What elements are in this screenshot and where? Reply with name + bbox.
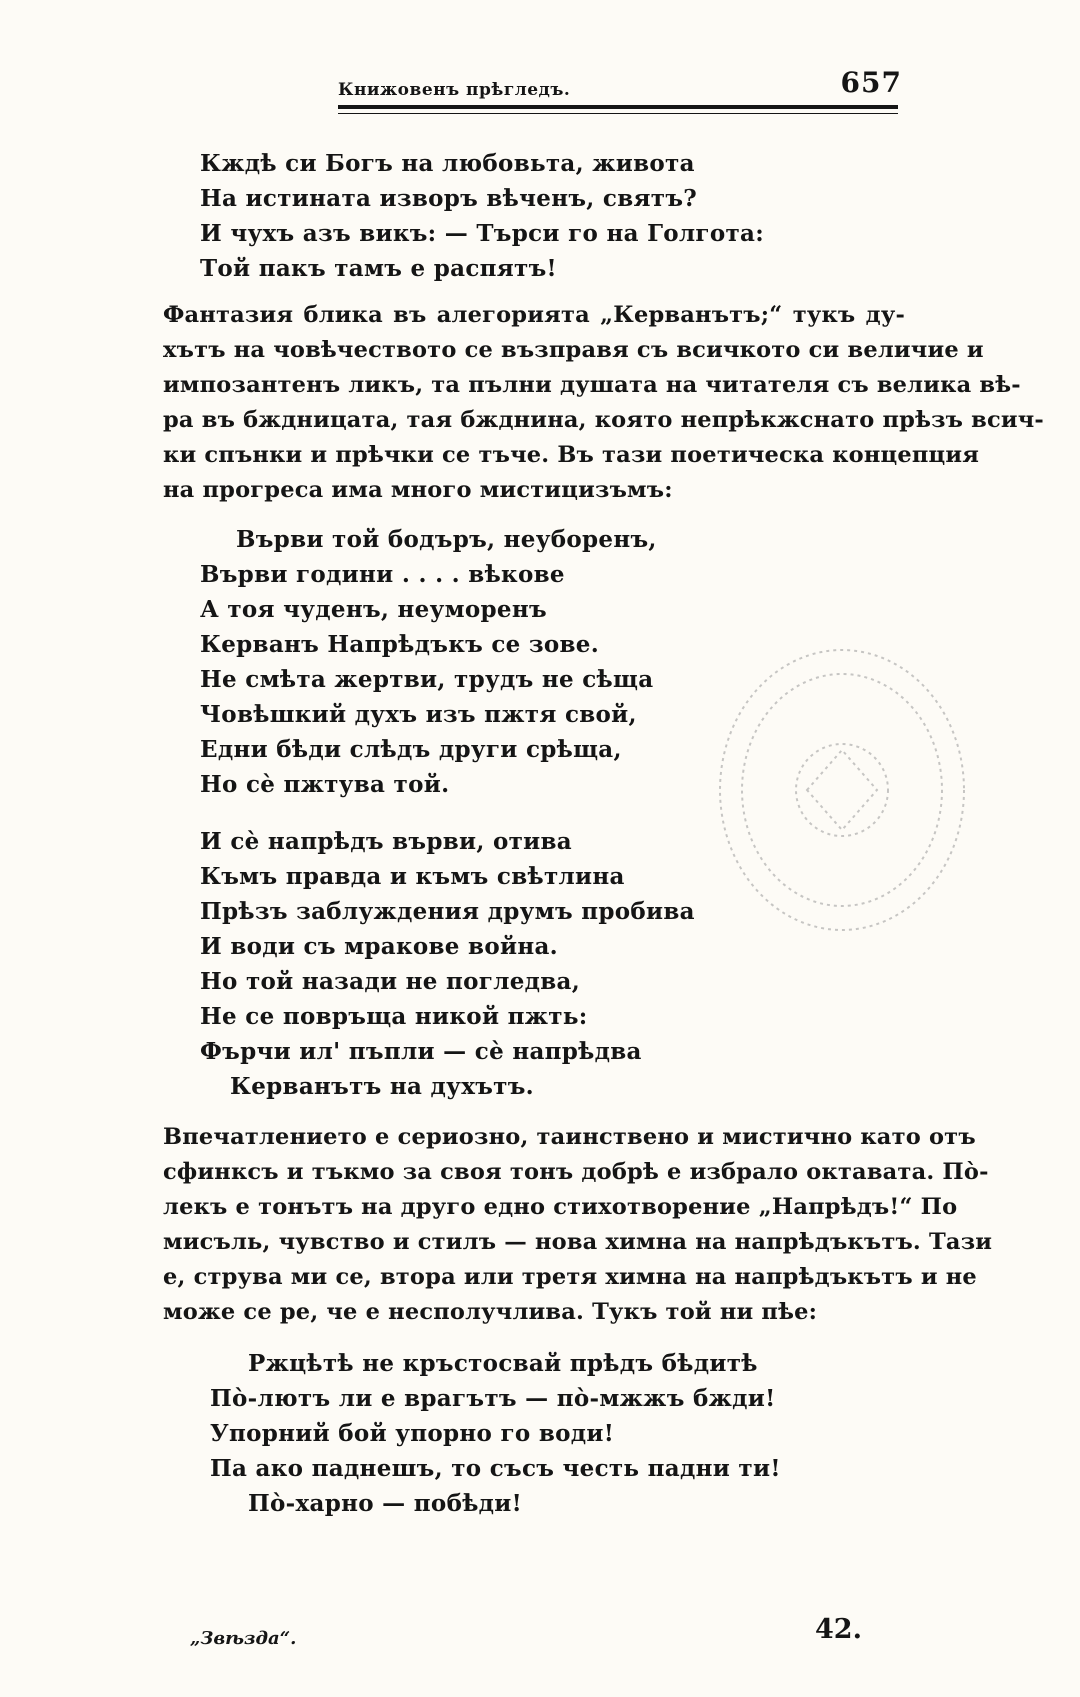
footer-sheet-number: 42. — [815, 1614, 862, 1645]
prose-line: е, струва ми се, втора или третя химна на напрѣдъкътъ и не — [163, 1264, 977, 1290]
prose-line: лекъ е тонътъ на друго едно стихотворение „Напрѣдъ!“ По — [163, 1194, 958, 1220]
verse-line: Човѣшкий духъ изъ пжтя свой, — [200, 701, 637, 728]
header-rule-thick — [338, 105, 898, 109]
verse-line: И сѐ напрѣдъ върви, отива — [200, 828, 572, 855]
paragraph-2 — [163, 1120, 993, 1330]
stanza-2 — [200, 522, 657, 802]
prose-line: ки спънки и прѣчки се тъче. Въ тази поетическа концепция — [163, 442, 980, 468]
verse-line: Прѣзъ заблуждения друмъ пробива — [200, 898, 695, 925]
prose-line: може се ре, че е несполучлива. Тукъ той ни пѣе: — [163, 1299, 818, 1325]
stanza-3 — [200, 824, 695, 1104]
verse-line: Упорний бой упорно го води! — [210, 1420, 615, 1447]
verse-line: На истината изворъ вѣченъ, святъ? — [200, 185, 698, 212]
verse-line: Керванъ Напрѣдъкъ се зове. — [200, 631, 600, 658]
verse-line: Пò-лютъ ли е врагътъ — пò-мжжъ бжди! — [210, 1385, 776, 1412]
prose-line: сфинксъ и тъкмо за своя тонъ добрѣ е избрало октавата. Пò- — [163, 1159, 989, 1185]
prose-line: Фантазия блика въ алегорията „Керванътъ;“ тукъ ду- — [163, 302, 905, 328]
stanza-4 — [210, 1346, 781, 1521]
verse-line: Ржцѣтѣ не кръстосвай прѣдъ бѣдитѣ — [248, 1350, 758, 1377]
prose-line: ра въ бждницата, тая бжднина, която непрѣкжснато прѣзъ всич- — [163, 407, 1044, 433]
verse-line: А тоя чуденъ, неуморенъ — [200, 596, 547, 623]
verse-line: И води съ мракове война. — [200, 933, 558, 960]
verse-line: Не се повръща никой пжть: — [200, 1003, 588, 1030]
verse-line: Фърчи ил' пъпли — сѐ напрѣдва — [200, 1038, 642, 1065]
verse-line: Едни бѣди слѣдъ други срѣща, — [200, 736, 622, 763]
verse-line: Но той назади не погледва, — [200, 968, 581, 995]
verse-line: Върви години . . . . вѣкове — [200, 561, 565, 588]
verse-line: Но сѐ пжтува той. — [200, 771, 450, 798]
verse-line: Къмъ правда и къмъ свѣтлина — [200, 863, 625, 890]
header-rule-thin — [338, 113, 898, 114]
library-stamp-icon — [712, 640, 972, 940]
verse-line: Той пакъ тамъ е распятъ! — [200, 255, 557, 282]
prose-line: на прогреса има много мистицизъмъ: — [163, 477, 673, 503]
verse-line: И чухъ азъ викъ: — Търси го на Голгота: — [200, 220, 765, 247]
verse-line: Не смѣта жертви, трудъ не сѣща — [200, 666, 654, 693]
prose-line: импозантенъ ликъ, та пълни душата на читателя съ велика вѣ- — [163, 372, 1021, 398]
verse-line: Пò-харно — побѣди! — [248, 1490, 523, 1517]
verse-line: Върви той бодъръ, неуборенъ, — [236, 526, 657, 553]
verse-line: Керванътъ на духътъ. — [230, 1073, 534, 1100]
prose-line: Впечатлението е сериозно, таинствено и мистично като отъ — [163, 1124, 976, 1150]
paragraph-1 — [163, 298, 1044, 508]
stanza-1 — [200, 146, 764, 286]
verse-line: Па ако паднешъ, то съсъ честь падни ти! — [210, 1455, 781, 1482]
verse-line: Кждѣ си Богъ на любовьта, живота — [200, 150, 695, 177]
page-number: 657 — [840, 66, 902, 99]
running-header-title: Книжовенъ прѣгледъ. — [338, 80, 571, 100]
footer-signature: „Звѣзда“. — [190, 1628, 297, 1649]
prose-line: хътъ на човѣчеството се възправя съ всичкото си величие и — [163, 337, 984, 363]
prose-line: мисъль, чувство и стилъ — нова химна на напрѣдъкътъ. Тази — [163, 1229, 993, 1255]
